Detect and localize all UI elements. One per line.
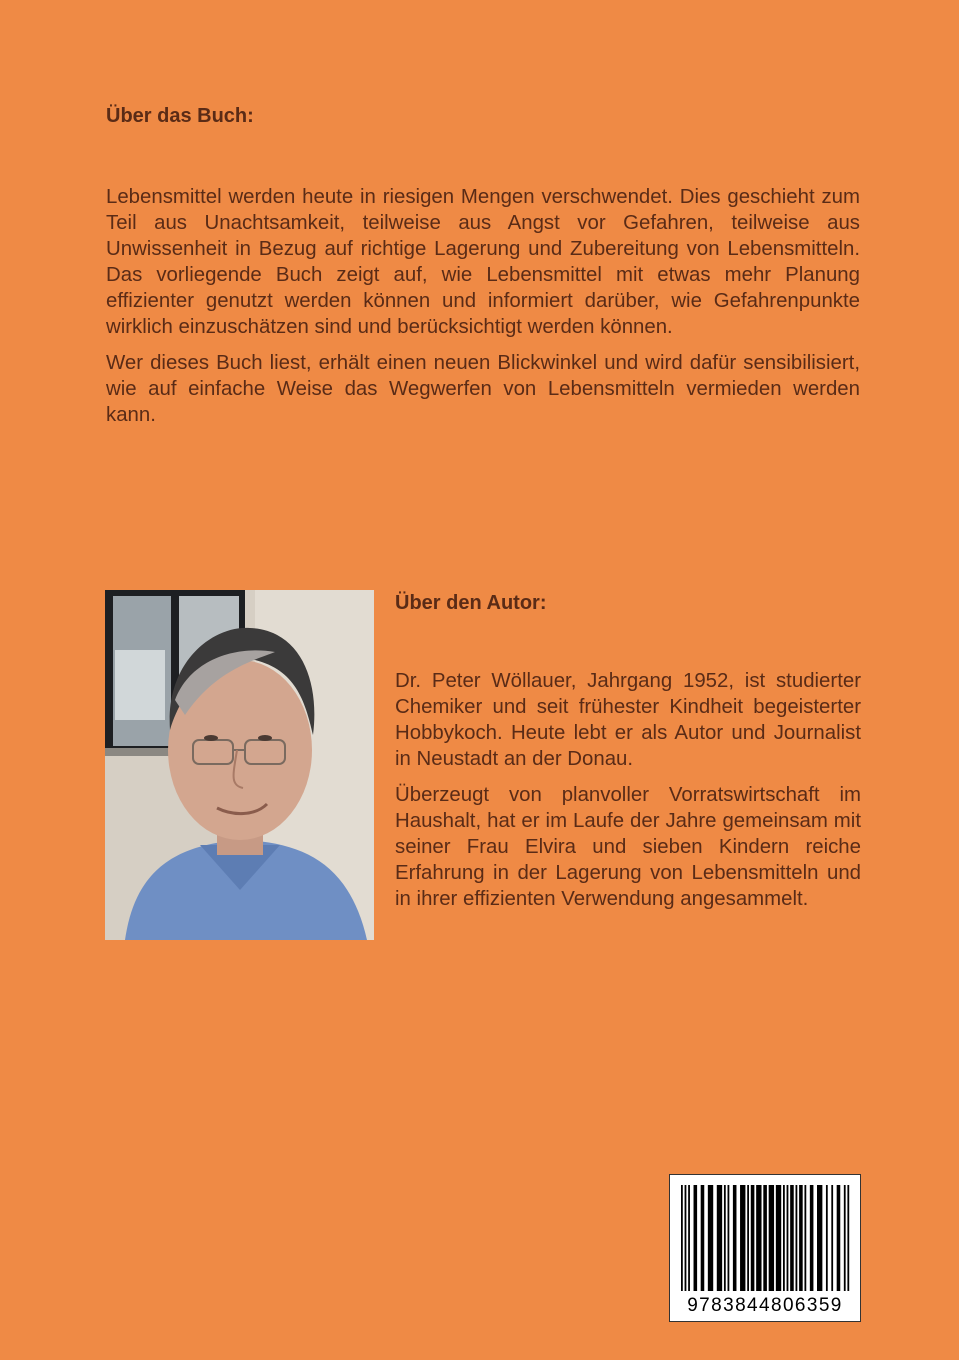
barcode-bar [837,1185,841,1291]
barcode-bar [717,1185,722,1291]
barcode-bar [740,1185,745,1291]
barcode-bar [756,1185,761,1291]
barcode-bar [796,1185,798,1291]
barcode-bar [733,1185,737,1291]
book-paragraph-2: Wer dieses Buch liest, erhält einen neuen Blickwinkel und wird dafür sensibilisiert, wie auf einfache Weise das Wegwerfen von Lebensmitteln vermieden werden kann. [106,352,860,426]
barcode-number: 9783844806359 [687,1295,843,1316]
barcode-bar [685,1185,687,1291]
barcode-bar [694,1185,698,1291]
barcode-bar [747,1185,749,1291]
barcode-bar [844,1185,846,1291]
author-paragraph-2: Überzeugt von planvoller Vorratswirtschaft im Haushalt, hat er im Laufe der Jahre gemeinsam mit seiner Frau Elvira und sieben Kindern reiche Erfahrung in der Lagerung von Lebensmitteln und in ihrer effizienten Verwendung angesammelt. [395,784,861,910]
author-paragraph-1: Dr. Peter Wöllauer, Jahrgang 1952, ist studierter Chemiker und seit frühester Kindheit begeisterter Hobbykoch. Heute lebt er als Autor und Journalist in Neustadt an der Donau. [395,670,861,770]
author-photo [105,590,374,940]
barcode-bar [751,1185,755,1291]
barcode-bar [831,1185,833,1291]
barcode-bar [810,1185,814,1291]
barcode-bar [728,1185,730,1291]
barcode-bar [708,1185,713,1291]
author-description [395,668,861,922]
barcode-bars [681,1185,851,1291]
barcode-bar [763,1185,767,1291]
book-paragraph-1: Lebensmittel werden heute in riesigen Mengen verschwendet. Dies geschieht zum Teil aus Unachtsamkeit, teilweise aus Angst vor Gefahren, teilweise aus Unwissenheit in Bezug auf richtige Lagerung und Zubereitung von Lebensmitteln. Das vorliegende Buch zeigt auf, wie Lebensmittel mit etwas mehr Planung effizienter genutzt werden können und informiert darüber, wie Gefahrenpunkte wirklich einzuschätzen sind und berücksichtigt werden können. [106,186,860,338]
isbn-barcode [669,1174,861,1322]
barcode-bar [799,1185,803,1291]
barcode-bar [787,1185,789,1291]
barcode-bar [724,1185,726,1291]
barcode-bar [776,1185,781,1291]
barcode-bar [688,1185,690,1291]
barcode-bar [769,1185,774,1291]
barcode-bar [783,1185,785,1291]
book-description [106,184,860,438]
barcode-bar [681,1185,683,1291]
barcode-bar [790,1185,794,1291]
book-heading: Über das Buch: [106,105,254,127]
barcode-bar [847,1185,849,1291]
author-heading: Über den Autor: [395,592,547,614]
barcode-bar [701,1185,705,1291]
barcode-bar [817,1185,822,1291]
barcode-bar [804,1185,806,1291]
barcode-bar [826,1185,828,1291]
